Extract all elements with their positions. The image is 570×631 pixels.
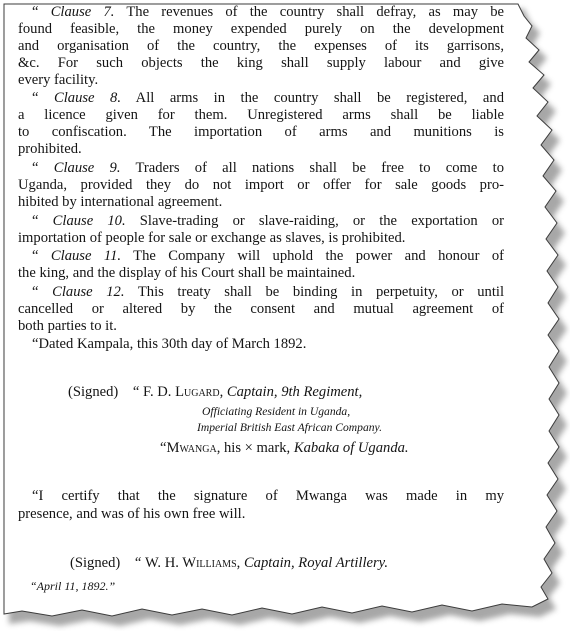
- clause-label: Clause 8.: [53, 90, 121, 106]
- clause-11-line-2: the king, and the display of his Court shall be maintained.: [18, 265, 356, 281]
- signatory-name: F. D. Lugard: [143, 384, 220, 400]
- signatory-rank: Captain, Royal Artillery.: [243, 555, 388, 571]
- certify-line-1: “I certify that the signature of Mwanga was made in my: [32, 488, 504, 504]
- open-quote: “: [32, 4, 39, 20]
- clause-12-line-2: cancelled or altered by the consent and mutual agreement of: [18, 301, 504, 317]
- signatory-title: Kabaka of Uganda.: [293, 440, 409, 456]
- clause-8-line-3: to confiscation. The importation of arms and munitions is: [18, 124, 504, 140]
- clause-12-line-3: both parties to it.: [18, 318, 117, 334]
- signatory-rank: Captain, 9th Regiment,: [226, 384, 363, 400]
- clause-12-line-1: [32, 284, 504, 301]
- clause-label: Clause 10.: [52, 213, 126, 229]
- open-quote: “: [32, 160, 39, 176]
- clause-7-line-4: &c. For such objects the king shall supply labour and give: [18, 55, 504, 71]
- clause-text: All arms in the country shall be registered, and: [135, 90, 504, 106]
- signatory-name: W. H. Williams: [145, 555, 237, 571]
- clause-text: The revenues of the country shall defray, as may be: [126, 4, 504, 20]
- signed-label: (Signed): [70, 555, 121, 571]
- mark-text: , his × mark,: [216, 440, 291, 456]
- open-quote: “: [32, 213, 39, 229]
- clause-text: This treaty shall be binding in perpetuity, or until: [137, 284, 505, 300]
- date-note: “April 11, 1892.”: [30, 579, 116, 593]
- clause-11-line-1: [32, 248, 504, 265]
- signed-label: (Signed): [68, 384, 119, 400]
- clause-text: The Company will uphold the power and honour of: [133, 248, 504, 264]
- clause-10-line-1: [32, 213, 504, 230]
- clause-8-line-2: a licence given for them. Unregistered arms shall be liable: [18, 107, 504, 123]
- clause-label: Clause 11.: [50, 248, 122, 264]
- clause-label: Clause 7.: [50, 4, 115, 20]
- clause-8-line-4: prohibited.: [18, 141, 82, 157]
- lugard-office: Officiating Resident in Uganda,: [202, 405, 351, 418]
- open-quote: “: [32, 248, 39, 264]
- clause-7-line-5: every facility.: [18, 72, 99, 88]
- lugard-signature-line: (Signed) “ F. D. Lugard, Captain, 9th Regiment,: [68, 384, 363, 400]
- open-quote: “: [32, 284, 39, 300]
- clause-9-line-2: Uganda, provided they do not import or offer for sale goods pro-: [18, 177, 504, 193]
- open-quote: “: [132, 384, 140, 400]
- clause-10-line-2: importation of people for sale or exchange as slaves, is prohibited.: [18, 230, 406, 246]
- open-quote: “: [32, 90, 39, 106]
- lugard-company: Imperial British East African Company.: [197, 421, 382, 434]
- mwanga-signature-line: [160, 440, 409, 457]
- signatory-name: Mwanga: [166, 440, 217, 456]
- open-quote: “: [160, 440, 167, 456]
- clause-8-line-1: [32, 90, 504, 107]
- clause-9-line-1: [32, 160, 504, 177]
- clause-text: Slave-trading or slave-raiding, or the exportation or: [139, 213, 504, 229]
- williams-signature-line: (Signed) “ W. H. Williams, Captain, Royal Artillery.: [70, 555, 388, 571]
- dated-line: “Dated Kampala, this 30th day of March 1892.: [32, 336, 307, 352]
- clause-7-line-1: [32, 4, 504, 21]
- clause-label: Clause 9.: [53, 160, 121, 176]
- clause-9-line-3: hibited by international agreement.: [18, 194, 223, 210]
- open-quote: “: [134, 555, 142, 571]
- clause-label: Clause 12.: [52, 284, 125, 300]
- clause-7-line-3: and organisation of the country, the expenses of its garrisons,: [18, 38, 504, 54]
- clause-text: Traders of all nations shall be free to come to: [135, 160, 504, 176]
- certify-line-2: presence, and was of his own free will.: [18, 506, 246, 522]
- clause-7-line-2: found feasible, the money expended purely on the development: [18, 21, 504, 37]
